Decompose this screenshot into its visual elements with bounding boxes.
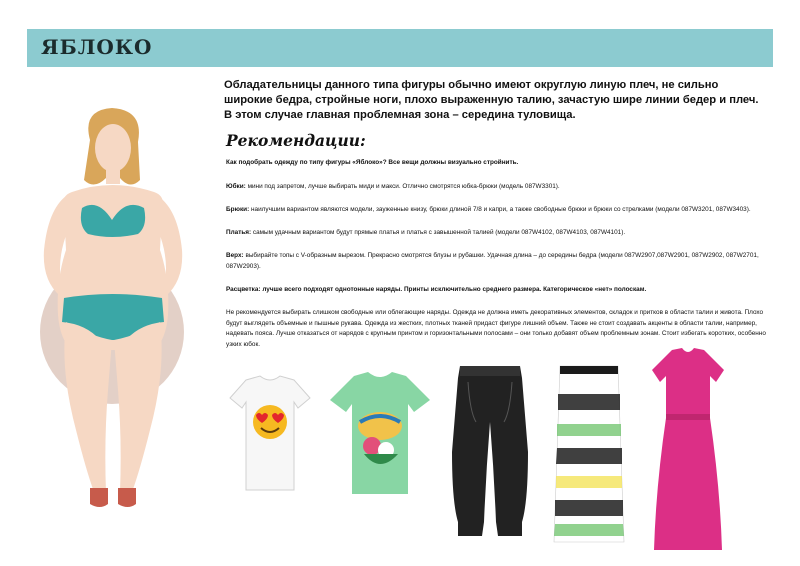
dresses-paragraph (226, 228, 771, 239)
tops-label: Верх: (226, 252, 244, 259)
trousers-icon (452, 366, 528, 536)
black-trousers-image (450, 362, 530, 545)
avoid-paragraph: Не рекомендуется выбирать слишком свободные или облегающие наряды. Одежда не должна иметь декоративных элементов, складок и притков в области талии и живота. Плохо будут выглядеть объемные и пышные рукава. Одежда из жестких, плотных тканей придаст фигуре лишний объем. Также не стоит создавать акценты в области талии, например, надевать пояса. Лучше отказаться от нарядов с крупным принтом и горизонтальными полосами – они только добавят объем проблемным зонам. Стоит избегать коротких, особенно узких юбок. (226, 309, 766, 348)
skirts-label: Юбки: (226, 183, 246, 190)
trousers-paragraph (226, 205, 771, 216)
question-bold: Как подобрать одежду по типу фигуры «Яблоко»? Все вещи должны визуально стройнить. (226, 159, 519, 166)
intro-text: Обладательницы данного типа фигуры обычно имеют округлую линую плеч, не сильно широкие бедра, стройные ноги, плохо выраженную талию, зачастую шире линии бедер и плеч. В этом случае главная проблемная зона – середина туловища. (224, 79, 759, 121)
question-text (226, 158, 771, 169)
page-title: ЯБЛОКО (41, 35, 153, 59)
pink-dress-image (648, 346, 728, 557)
header-bar (27, 29, 773, 67)
dresses-label: Платья: (226, 229, 252, 236)
trousers-label: Брюки: (226, 206, 250, 213)
right-shoe-icon (118, 488, 136, 507)
green-tshirt-image (328, 370, 432, 503)
tops-paragraph (226, 251, 771, 272)
colors-label: Расцветка: (226, 286, 261, 293)
recommendations-title: Рекомендации: (226, 131, 366, 150)
skirts-paragraph (226, 182, 771, 193)
colors-paragraph (226, 285, 771, 296)
trousers-text: наилучшим вариантом являются модели, зауженные книзу, брюки длиной 7/8 и капри, а также свободные брюки и брюки со стрелками (модели 087W3201, 087W3403). (249, 206, 751, 213)
colors-text: лучше всего подходят однотонные наряды. Принты исключительно среднего размера. Категорическое «нет» полоскам. (260, 286, 647, 293)
dress-icon (652, 348, 724, 550)
tops-text: выбирайте топы с V-образным вырезом. Прекрасно смотрятся блузы и рубашки. Удачная длина – до середины бедра (модели 087W2907,087W2901, 087W2902, 087W2701, 087W2903). (226, 252, 759, 270)
dresses-text: самым удачным вариантом будут прямые платья и платья с завышенной талией (модели 087W4102, 087W4103, 087W4101). (251, 229, 626, 236)
palm-print-skirt-image (552, 364, 626, 549)
heart-eyes-emoji-icon (253, 405, 287, 439)
skirts-text: мини под запретом, лучше выбирать миди и макси. Отлично смотрятся юбка-брюки (модель 087W3301). (245, 183, 560, 190)
left-shoe-icon (90, 488, 108, 507)
white-tshirt-image (228, 372, 312, 499)
palm-print-icon (554, 366, 624, 542)
apple-body-figure (20, 100, 210, 520)
